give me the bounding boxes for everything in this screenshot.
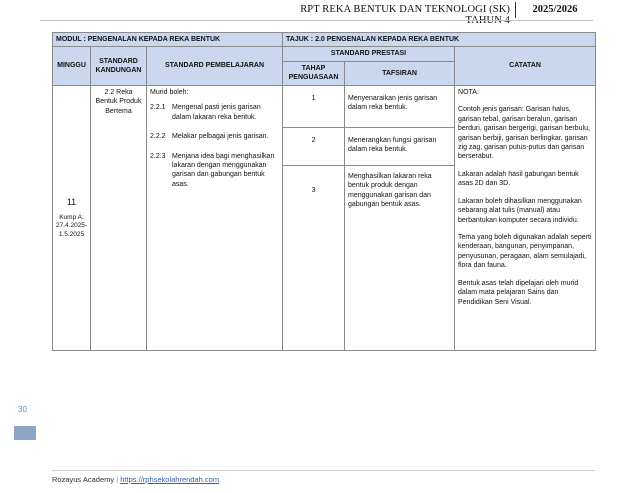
minggu-header: MINGGU [53,47,91,85]
date-start: 27.4.2025- [56,222,88,230]
footer-separator: | [116,475,119,484]
standard-kandungan-cell [91,85,147,350]
pembelajaran-item: 2.2.2 Melakar pelbagai jenis garisan. [150,133,269,141]
modul-cell: MODUL : PENGENALAN KEPADA REKA BENTUK [53,33,283,47]
header-rule [40,20,593,21]
nota-label: NOTA: [458,88,479,96]
nota-paragraph: Contoh jenis garisan: Garisan halus, garisan tebal, garisan beralun, garisan berduri, garisan bergerigi, garisan berbulu, garisan berbiji, garisan berlingkar, garisan zig zag, garisan putus-putus dan garisan berserabut. [458,106,590,161]
tahap-header: TAHAP PENGUASAAN [283,61,345,85]
document-title: RPT REKA BENTUK DAN TEKNOLOGI (SK) [300,4,510,15]
tafsiran-1: Menyenaraikan jenis garisan dalam reka bentuk. [345,85,455,127]
pembelajaran-intro: Murid boleh: [150,88,189,96]
page-number: 30 [18,405,27,414]
tahap-1: 1 [283,85,345,127]
kump-label: Kump A: [59,213,84,221]
page-tab-marker [14,426,36,440]
date-end: 1.5.2025 [58,231,85,239]
minggu-cell [53,85,91,350]
document-year: 2025/2026 [532,4,578,15]
rpt-table [52,32,596,351]
standard-pembelajaran-cell [147,85,283,350]
catatan-cell [455,85,596,350]
nota-paragraph: Lakaran boleh dihasilkan menggunakan sebarang alat tulis (manual) atau berbantukan komputer secara individu. [458,197,582,224]
pembelajaran-item: 2.2.3 Menjana idea bagi menghasilkan lakaran dengan menggunakan garisan dan gabungan bentuk asas. [150,152,275,188]
footer-org: Rozayus Academy [52,475,115,484]
tafsiran-header: TAFSIRAN [345,61,455,85]
tafsiran-2: Menerangkan fungsi garisan dalam reka bentuk. [345,127,455,165]
tahap-2: 2 [283,127,345,165]
standard-prestasi-header: STANDARD PRESTASI [283,47,455,61]
footer-rule [52,470,595,471]
tajuk-cell: TAJUK : 2.0 PENGENALAN KEPADA REKA BENTUK [283,33,596,47]
standard-kandungan-text: 2.2 Reka Bentuk Produk Bertema [95,88,142,115]
footer-link[interactable]: https://rphsekolahrendah.com [120,475,220,484]
standard-pembelajaran-header: STANDARD PEMBELAJARAN [147,47,283,85]
catatan-header: CATATAN [455,47,596,85]
standard-kandungan-header: STANDARD KANDUNGAN [91,47,147,85]
tafsiran-3: Menghasilkan lakaran reka bentuk produk dengan menggunakan garisan dan gabungan bentuk asas. [345,165,455,350]
nota-paragraph: Tema yang boleh digunakan adalah seperti kenderaan, bangunan, penyimpanan, penyusunan, peragaan, alam semulajadi, flora dan fauna. [458,234,592,270]
header-separator [515,2,516,18]
pembelajaran-item: 2.2.1 Mengenal pasti jenis garisan dalam lakaran reka bentuk. [150,104,261,121]
week-number: 11 [66,196,77,207]
nota-paragraph: Lakaran adalah hasil gabungan bentuk asas 2D dan 3D. [458,170,579,188]
nota-paragraph: Bentuk asas telah dipelajari oleh murid dalam mata pelajaran Sains dan Pendidikan Seni Visual. [458,279,579,306]
footer [52,475,219,484]
tahap-3: 3 [283,165,345,350]
